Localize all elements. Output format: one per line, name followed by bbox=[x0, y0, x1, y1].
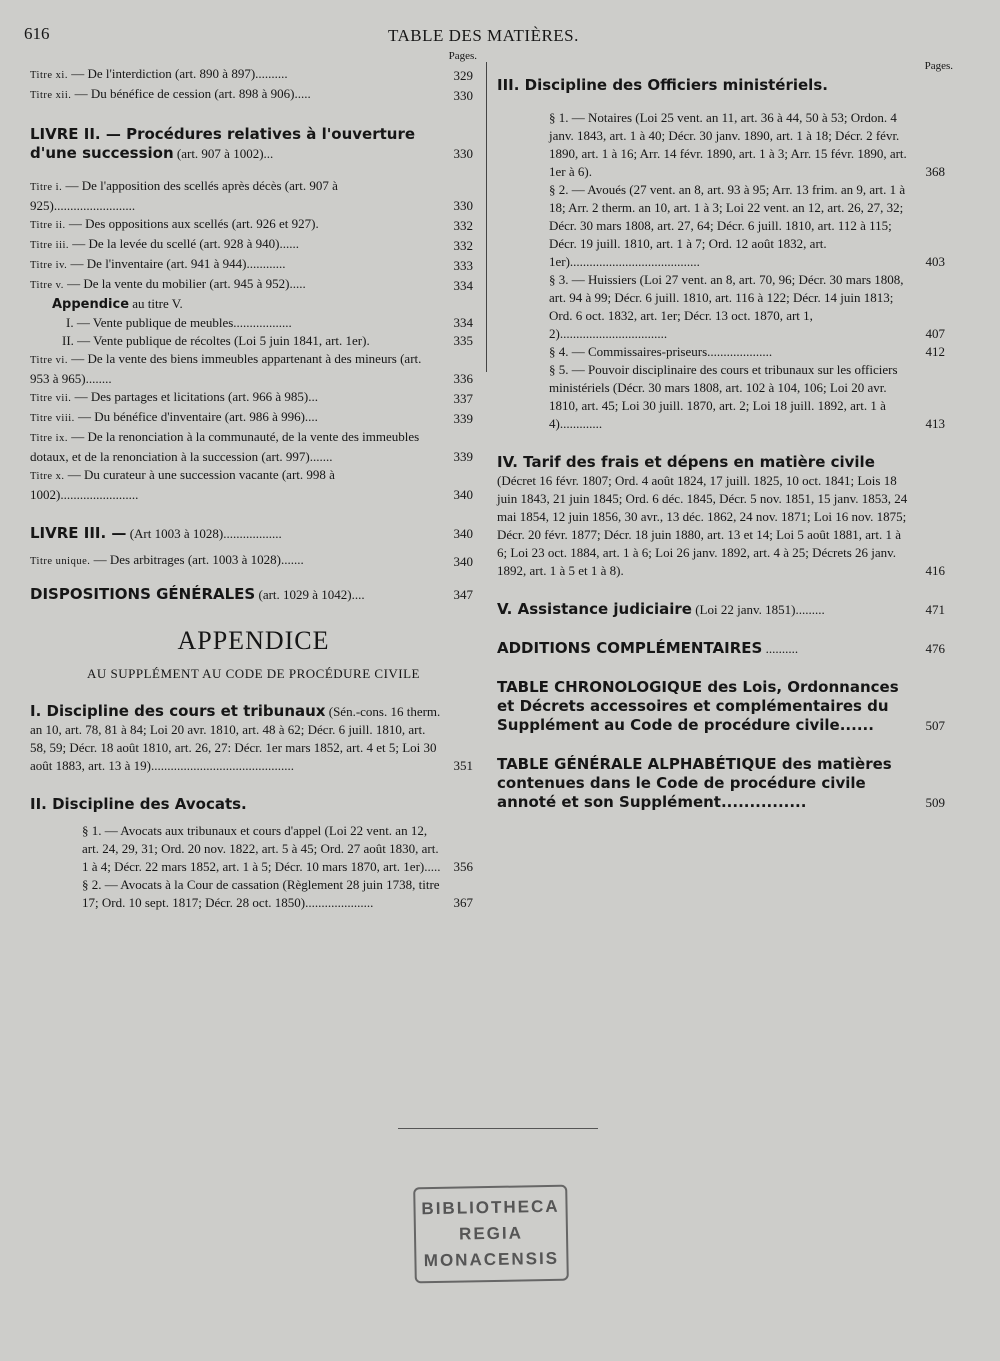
page-ref: 330 bbox=[453, 198, 473, 213]
entry-lead: Titre iv. bbox=[30, 260, 68, 271]
toc-avocats-para-2 bbox=[30, 876, 477, 912]
entry-lead: Titre xi. bbox=[30, 70, 68, 81]
toc-notaires bbox=[497, 109, 949, 181]
toc-discipline-cours bbox=[30, 702, 477, 775]
section-title: LIVRE II. — Procédures relatives à l'ouverture d'une succession bbox=[30, 125, 416, 162]
toc-livre-ii bbox=[30, 125, 477, 163]
toc-appendice-titre-v bbox=[30, 295, 477, 314]
entry-text: .......... bbox=[765, 641, 799, 656]
page-ref: 337 bbox=[453, 391, 473, 406]
page-ref: 509 bbox=[925, 795, 945, 810]
page-ref: 332 bbox=[453, 238, 473, 253]
page-ref: 335 bbox=[453, 333, 473, 348]
page-ref: 330 bbox=[453, 146, 473, 161]
page-ref: 416 bbox=[925, 563, 945, 578]
toc-entry-titre-ii bbox=[30, 215, 477, 235]
entry-text: § 1. — Notaires (Loi 25 vent. an 11, art. 36 à 44, 50 à 53; Ordon. 4 janv. 1843, art. 1 à 40; Décr. 30 janv. 1890, art. 1 à 18; Décr. 2 févr. 1890, art. 1 à 16; Arr. 14 févr. 1890, art. 1 à 3; Arr. 15 févr. 1890, art. 1er à 6). bbox=[549, 110, 907, 179]
entry-text: (art. 907 à 1002)... bbox=[176, 146, 274, 161]
entry-text: au titre V. bbox=[132, 296, 183, 311]
page-ref: 407 bbox=[925, 326, 945, 341]
entry-lead: Titre ix. bbox=[30, 433, 68, 444]
entry-text: — Des arbitrages (art. 1003 à 1028)....... bbox=[93, 552, 304, 567]
section-title: TABLE GÉNÉRALE ALPHABÉTIQUE des matières contenues dans le Code de procédure civile annoté et son Supplément............... bbox=[497, 755, 892, 811]
toc-entry-titre-viii bbox=[30, 408, 477, 428]
toc-entry-titre-xii bbox=[30, 85, 477, 105]
page-ref: 340 bbox=[453, 554, 473, 569]
page-ref: 329 bbox=[453, 68, 473, 83]
left-column bbox=[30, 50, 477, 912]
stamp-line: MONACENSIS bbox=[423, 1248, 560, 1271]
entry-lead: Titre x. bbox=[30, 471, 65, 482]
entry-text: § 1. — Avocats aux tribunaux et cours d'appel (Loi 22 vent. an 12, art. 24, 29, 31; Ord. 20 nov. 1822, art. 5 à 45; Ord. 27 août 1830, art. 1 à 4; Décr. 22 mars 1852, art. 1 à 5; Décr. 10 mars 1870, art. 1er)..... bbox=[82, 823, 441, 874]
entry-lead: Titre ii. bbox=[30, 220, 66, 231]
page-ref: 476 bbox=[925, 641, 945, 656]
toc-huissiers bbox=[497, 271, 949, 343]
page-ref: 347 bbox=[453, 587, 473, 602]
page-ref: 351 bbox=[453, 758, 473, 773]
section-title: ADDITIONS COMPLÉMENTAIRES bbox=[497, 639, 763, 657]
section-title: IV. Tarif des frais et dépens en matière civile bbox=[497, 453, 875, 471]
entry-text: (Sén.-cons. 16 therm. an 10, art. 78, 81 à 84; Loi 20 avr. 1810, art. 48 à 62; Décr. 6 juill. 1810, art. 58, 59; Décr. 18 août 1810, art. 26, 27: Décr. 1er mars 1852, art. 4 et 5; Loi 30 août 1883, art. 13 à 19)............................................ bbox=[30, 704, 441, 773]
entry-text: — Du bénéfice de cession (art. 898 à 906)..... bbox=[74, 86, 311, 101]
toc-entry-titre-x bbox=[30, 466, 477, 504]
entry-text: (Art 1003 à 1028).................. bbox=[129, 526, 282, 541]
toc-entry-titre-i bbox=[30, 177, 477, 215]
page-ref: 471 bbox=[925, 602, 945, 617]
section-title: TABLE CHRONOLOGIQUE des Lois, Ordonnances et Décrets accessoires et complémentaires du Supplément au Code de procédure civile...... bbox=[497, 678, 899, 734]
section-title: III. Discipline des Officiers ministériels. bbox=[497, 76, 828, 94]
section-title: II. Discipline des Avocats. bbox=[30, 795, 247, 813]
column-divider bbox=[486, 62, 487, 372]
toc-entry-titre-v bbox=[30, 275, 477, 295]
entry-text: (Décret 16 févr. 1807; Ord. 4 août 1824, 17 juill. 1825, 10 oct. 1841; Lois 18 juin 1843, 21 juin 1845; Ord. 6 déc. 1845, Décr. 5 nov. 1851, 15 janv. 1853, 24 mai 1854, 12 juin 1856, 30 avr., 13 déc. 1862, 24 nov. 1871; Loi 16 nov. 1875; Décr. 20 févr. 1877; Décr. 18 juin 1880, art. 13 et 14; Loi 5 août 1881, art. 1 à 6; Loi 23 oct. 1884, art. 1 à 6; Loi 26 janv. 1892, art. 4 à 25; Décrets 26 janv. 1892, art. 1 à 5 et 1 à 8). bbox=[497, 473, 908, 578]
entry-text: (art. 1029 à 1042).... bbox=[258, 587, 365, 602]
entry-text: — De la levée du scellé (art. 928 à 940)...... bbox=[72, 236, 299, 251]
appendice-heading: APPENDICE bbox=[177, 626, 330, 655]
page-ref: 334 bbox=[453, 278, 473, 293]
entry-text: § 3. — Huissiers (Loi 27 vent. an 8, art. 70, 96; Décr. 30 mars 1808, art. 94 à 99; Décr. 6 juill. 1810, art. 116 à 122; Décr. 14 juin 1813; Ord. 6 oct. 1832, art. 1er; Décr. 13 oct. 1870, art 1, 2)................................. bbox=[549, 272, 904, 341]
toc-entry-titre-iv bbox=[30, 255, 477, 275]
page-ref: 336 bbox=[453, 371, 473, 386]
toc-entry-titre-xi bbox=[30, 65, 477, 85]
section-title: DISPOSITIONS GÉNÉRALES bbox=[30, 585, 256, 603]
entry-text: — De la vente des biens immeubles appartenant à des mineurs (art. 953 à 965)........ bbox=[30, 351, 422, 386]
toc-entry-titre-unique bbox=[30, 551, 477, 571]
toc-tarif-frais bbox=[497, 453, 949, 580]
entry-text: — De l'apposition des scellés après décès (art. 907 à 925)......................... bbox=[30, 178, 338, 213]
entry-text: — De la renonciation à la communauté, de la vente des immeubles dotaux, et de la renonciation à la succession (art. 997)....... bbox=[30, 429, 420, 464]
entry-lead: Titre i. bbox=[30, 182, 63, 193]
toc-dispositions-generales bbox=[30, 585, 477, 604]
toc-entry-titre-vi bbox=[30, 350, 477, 388]
entry-text: § 4. — Commissaires-priseurs.................... bbox=[549, 344, 773, 359]
page-ref: 340 bbox=[453, 526, 473, 541]
entry-text: — De la vente du mobilier (art. 945 à 952)..... bbox=[67, 276, 306, 291]
page-ref: 413 bbox=[925, 416, 945, 431]
entry-lead: Titre vi. bbox=[30, 355, 68, 366]
toc-pouvoir-disciplinaire bbox=[497, 361, 949, 433]
entry-text: — De l'interdiction (art. 890 à 897).......... bbox=[71, 66, 288, 81]
right-column bbox=[497, 50, 953, 812]
entry-lead: Titre v. bbox=[30, 280, 64, 291]
entry-text: — Du curateur à une succession vacante (art. 998 à 1002)........................ bbox=[30, 467, 335, 502]
entry-text: § 5. — Pouvoir disciplinaire des cours et tribunaux sur les officiers ministériels (Décr. 30 mars 1808, art. 102 à 104, 106; Loi 20 avr. 1810, art. 45; Loi 30 juill. 1870, art. 2; Loi 18 juill. 1892, art. 1 à 4)............. bbox=[549, 362, 898, 431]
toc-livre-iii bbox=[30, 524, 477, 543]
entry-text: — De l'inventaire (art. 941 à 944)............ bbox=[70, 256, 286, 271]
toc-avoues bbox=[497, 181, 949, 271]
appendice-label: Appendice bbox=[52, 297, 130, 312]
toc-appendice-entry-1 bbox=[30, 314, 477, 332]
library-stamp bbox=[413, 1185, 569, 1284]
entry-text: II. — Vente publique de récoltes (Loi 5 juin 1841, art. 1er). bbox=[62, 333, 370, 348]
section-title: I. Discipline des cours et tribunaux bbox=[30, 702, 326, 720]
toc-additions bbox=[497, 639, 949, 658]
page-ref: 339 bbox=[453, 411, 473, 426]
page-ref: 412 bbox=[925, 344, 945, 359]
page-ref: 339 bbox=[453, 449, 473, 464]
appendice-subheading: AU SUPPLÉMENT AU CODE DE PROCÉDURE CIVILE bbox=[87, 666, 420, 681]
entry-text: — Du bénéfice d'inventaire (art. 986 à 996).... bbox=[78, 409, 318, 424]
running-head: TABLE DES MATIÈRES. bbox=[388, 26, 579, 45]
stamp-line: REGIA bbox=[458, 1223, 524, 1244]
page-ref: 403 bbox=[925, 254, 945, 269]
entry-lead: Titre vii. bbox=[30, 393, 72, 404]
toc-entry-titre-ix bbox=[30, 428, 477, 466]
entry-text: — Des oppositions aux scellés (art. 926 et 927). bbox=[68, 216, 319, 231]
entry-text: — Des partages et licitations (art. 966 à 985)... bbox=[74, 389, 318, 404]
toc-discipline-officiers bbox=[497, 76, 949, 95]
section-title: V. Assistance judiciaire bbox=[497, 600, 692, 618]
toc-assistance-judiciaire bbox=[497, 600, 949, 619]
entry-lead: Titre xii. bbox=[30, 90, 72, 101]
entry-lead: Titre unique. bbox=[30, 556, 91, 567]
toc-appendice-entry-2 bbox=[30, 332, 477, 350]
toc-table-chronologique bbox=[497, 678, 949, 735]
page-ref: 507 bbox=[925, 718, 945, 733]
page-number: 616 bbox=[24, 24, 50, 43]
page-ref: 330 bbox=[453, 88, 473, 103]
page-ref: 332 bbox=[453, 218, 473, 233]
toc-discipline-avocats bbox=[30, 795, 477, 814]
stamp-line: BIBLIOTHECA bbox=[421, 1196, 560, 1219]
entry-lead: Titre viii. bbox=[30, 413, 75, 424]
entry-lead: Titre iii. bbox=[30, 240, 70, 251]
page-ref: 340 bbox=[453, 487, 473, 502]
entry-text: (Loi 22 janv. 1851)......... bbox=[695, 602, 825, 617]
pages-label: Pages. bbox=[448, 50, 477, 62]
entry-text: § 2. — Avoués (27 vent. an 8, art. 93 à 95; Arr. 13 frim. an 9, art. 1 à 18; Arr. 2 therm. an 10, art. 1 à 3; Loi 22 vent. an 12, art. 26, 27, 32; Décr. 30 mars 1808, art. 27, 64; Décr. 6 juill. 1810, art. 112 à 115; Décr. 19 juill. 1810, art. 1 à 7; Ord. 12 août 1832, art. 1er)........................................ bbox=[549, 182, 906, 269]
toc-table-alphabetique bbox=[497, 755, 949, 812]
page-ref: 356 bbox=[453, 859, 473, 874]
page-ref: 334 bbox=[453, 315, 473, 330]
entry-text: I. — Vente publique de meubles.................. bbox=[66, 315, 292, 330]
toc-commissaires-priseurs bbox=[497, 343, 949, 361]
toc-entry-titre-iii bbox=[30, 235, 477, 255]
toc-avocats-para-1 bbox=[30, 822, 477, 876]
page-ref: 368 bbox=[925, 164, 945, 179]
page-ref: 367 bbox=[453, 895, 473, 910]
pages-label: Pages. bbox=[924, 60, 953, 72]
page-ref: 333 bbox=[453, 258, 473, 273]
section-title: LIVRE III. — bbox=[30, 524, 127, 542]
toc-entry-titre-vii bbox=[30, 388, 477, 408]
bottom-rule bbox=[398, 1128, 598, 1129]
entry-text: § 2. — Avocats à la Cour de cassation (Règlement 28 juin 1738, titre 17; Ord. 10 sept. 1817; Décr. 28 oct. 1850)..................... bbox=[82, 877, 440, 910]
